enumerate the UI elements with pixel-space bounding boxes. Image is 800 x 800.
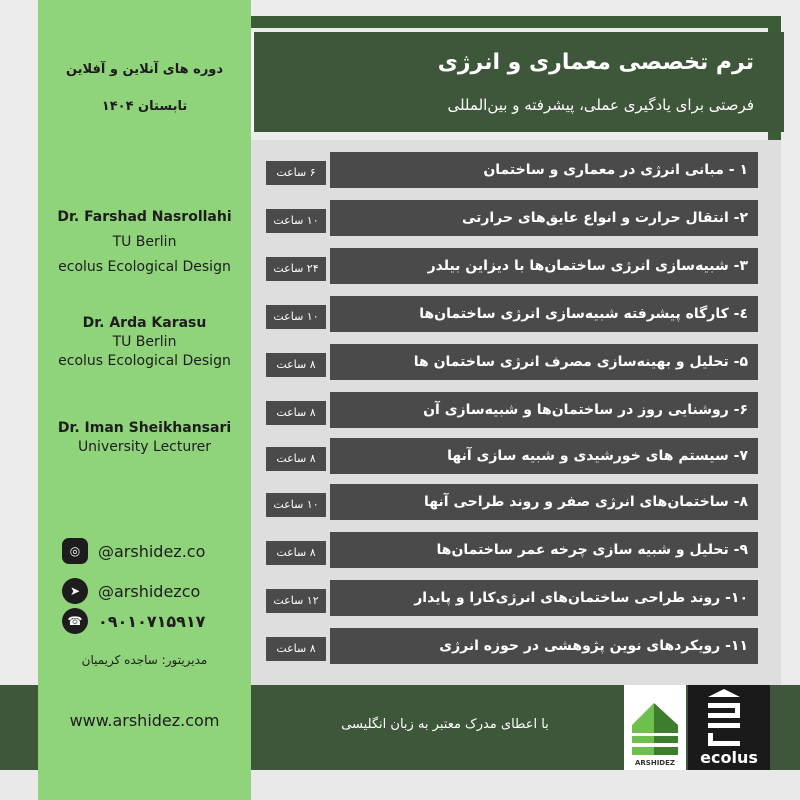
list-item xyxy=(251,580,781,618)
course-title: ۱ - مبانی انرژی در معماری و ساختمان xyxy=(330,152,758,188)
instagram-contact[interactable] xyxy=(62,538,205,564)
certificate-note: با اعطای مدرک معتبر به زبان انگلیسی xyxy=(341,717,549,732)
list-item xyxy=(251,344,781,382)
left-sidebar xyxy=(38,0,251,800)
telegram-contact[interactable] xyxy=(62,578,200,604)
course-hours: ۱۰ ساعت xyxy=(266,493,326,517)
header xyxy=(251,32,784,132)
course-title: ۲- انتقال حرارت و انواع عایق‌های حرارتی xyxy=(330,200,758,236)
ecolus-logo xyxy=(688,685,770,770)
course-hours: ۸ ساعت xyxy=(266,447,326,471)
telegram-icon: ➤ xyxy=(62,578,88,604)
website-link[interactable]: www.arshidez.com xyxy=(69,711,220,730)
ecolus-logo-text: ecolus xyxy=(700,748,758,767)
course-hours: ۸ ساعت xyxy=(266,353,326,377)
course-hours: ۱۰ ساعت xyxy=(266,305,326,329)
list-item xyxy=(251,248,781,286)
course-list xyxy=(251,140,781,685)
course-title: ۸- ساختمان‌های انرژی صفر و روند طراحی آنها xyxy=(330,484,758,520)
editor-credit: مدیریتور: ساجده کریمیان xyxy=(81,653,208,667)
course-hours: ۸ ساعت xyxy=(266,401,326,425)
footer xyxy=(0,685,800,770)
course-hours: ۱۲ ساعت xyxy=(266,589,326,613)
season: تابستان ۱۴۰۴ xyxy=(101,99,188,114)
course-title: ۷- سیستم های خورشیدی و شبیه سازی آنها xyxy=(330,438,758,474)
phone-number: ۰۹۰۱۰۷۱۵۹۱۷ xyxy=(98,611,206,631)
list-item xyxy=(251,296,781,334)
page-title: ترم تخصصی معماری و انرژی xyxy=(437,50,754,75)
course-title: ۶- روشنایی روز در ساختمان‌ها و شبیه‌سازی آن xyxy=(330,392,758,428)
list-item xyxy=(251,152,781,190)
instagram-handle: @arshidez.co xyxy=(98,541,206,561)
course-hours: ۸ ساعت xyxy=(266,637,326,661)
course-title: ۹- تحلیل و شبیه سازی چرخه عمر ساختمان‌ها xyxy=(330,532,758,568)
ecolus-logo-icon xyxy=(688,685,770,770)
arshidez-logo-icon xyxy=(624,685,686,770)
course-hours: ۸ ساعت xyxy=(266,541,326,565)
list-item xyxy=(251,484,781,522)
arshidez-logo-text: ARSHIDEZ xyxy=(635,759,675,767)
course-title: ٤- کارگاه پیشرفته شبیه‌سازی انرژی ساختمان‌ها xyxy=(330,296,758,332)
list-item xyxy=(251,392,781,430)
sidebar-bottom xyxy=(38,770,251,800)
list-item xyxy=(251,200,781,238)
course-hours: ۲۴ ساعت xyxy=(266,257,326,281)
instagram-icon: ◎ xyxy=(62,538,88,564)
list-item xyxy=(251,628,781,666)
instructor-3-title: University Lecturer xyxy=(77,439,212,455)
page-subtitle: فرصتی برای یادگیری عملی، پیشرفته و بین‌المللی xyxy=(447,96,754,114)
phone-contact[interactable] xyxy=(62,608,205,634)
course-title: ۱۰- روند طراحی ساختمان‌های انرژی‌کارا و پایدار xyxy=(330,580,758,616)
course-type: دوره های آنلاین و آفلاین xyxy=(65,62,224,77)
instructor-2-name: Dr. Arda Karasu xyxy=(82,315,207,331)
list-item xyxy=(251,532,781,570)
instructor-2-company: ecolus Ecological Design xyxy=(58,353,231,369)
list-item xyxy=(251,438,781,476)
arshidez-logo xyxy=(624,685,686,770)
instructor-1-name: Dr. Farshad Nasrollahi xyxy=(57,209,232,225)
instructor-1-company: ecolus Ecological Design xyxy=(58,259,231,275)
instructor-3-name: Dr. Iman Sheikhansari xyxy=(57,420,232,436)
course-title: ۱۱- رویکردهای نوین پژوهشی در حوزه انرژی xyxy=(330,628,758,664)
telegram-handle: @arshidezco xyxy=(98,581,201,601)
instructor-1-affiliation: TU Berlin xyxy=(112,234,177,250)
course-hours: ۱۰ ساعت xyxy=(266,209,326,233)
phone-icon: ☎ xyxy=(62,608,88,634)
course-title: ۳- شبیه‌سازی انرژی ساختمان‌ها با دیزاین بیلدر xyxy=(330,248,758,284)
top-border-line xyxy=(251,16,781,28)
instructor-2-affiliation: TU Berlin xyxy=(112,334,177,350)
course-title: ۵- تحلیل و بهینه‌سازی مصرف انرژی ساختمان ها xyxy=(330,344,758,380)
footer-website-area xyxy=(38,685,251,770)
course-hours: ۶ ساعت xyxy=(266,161,326,185)
